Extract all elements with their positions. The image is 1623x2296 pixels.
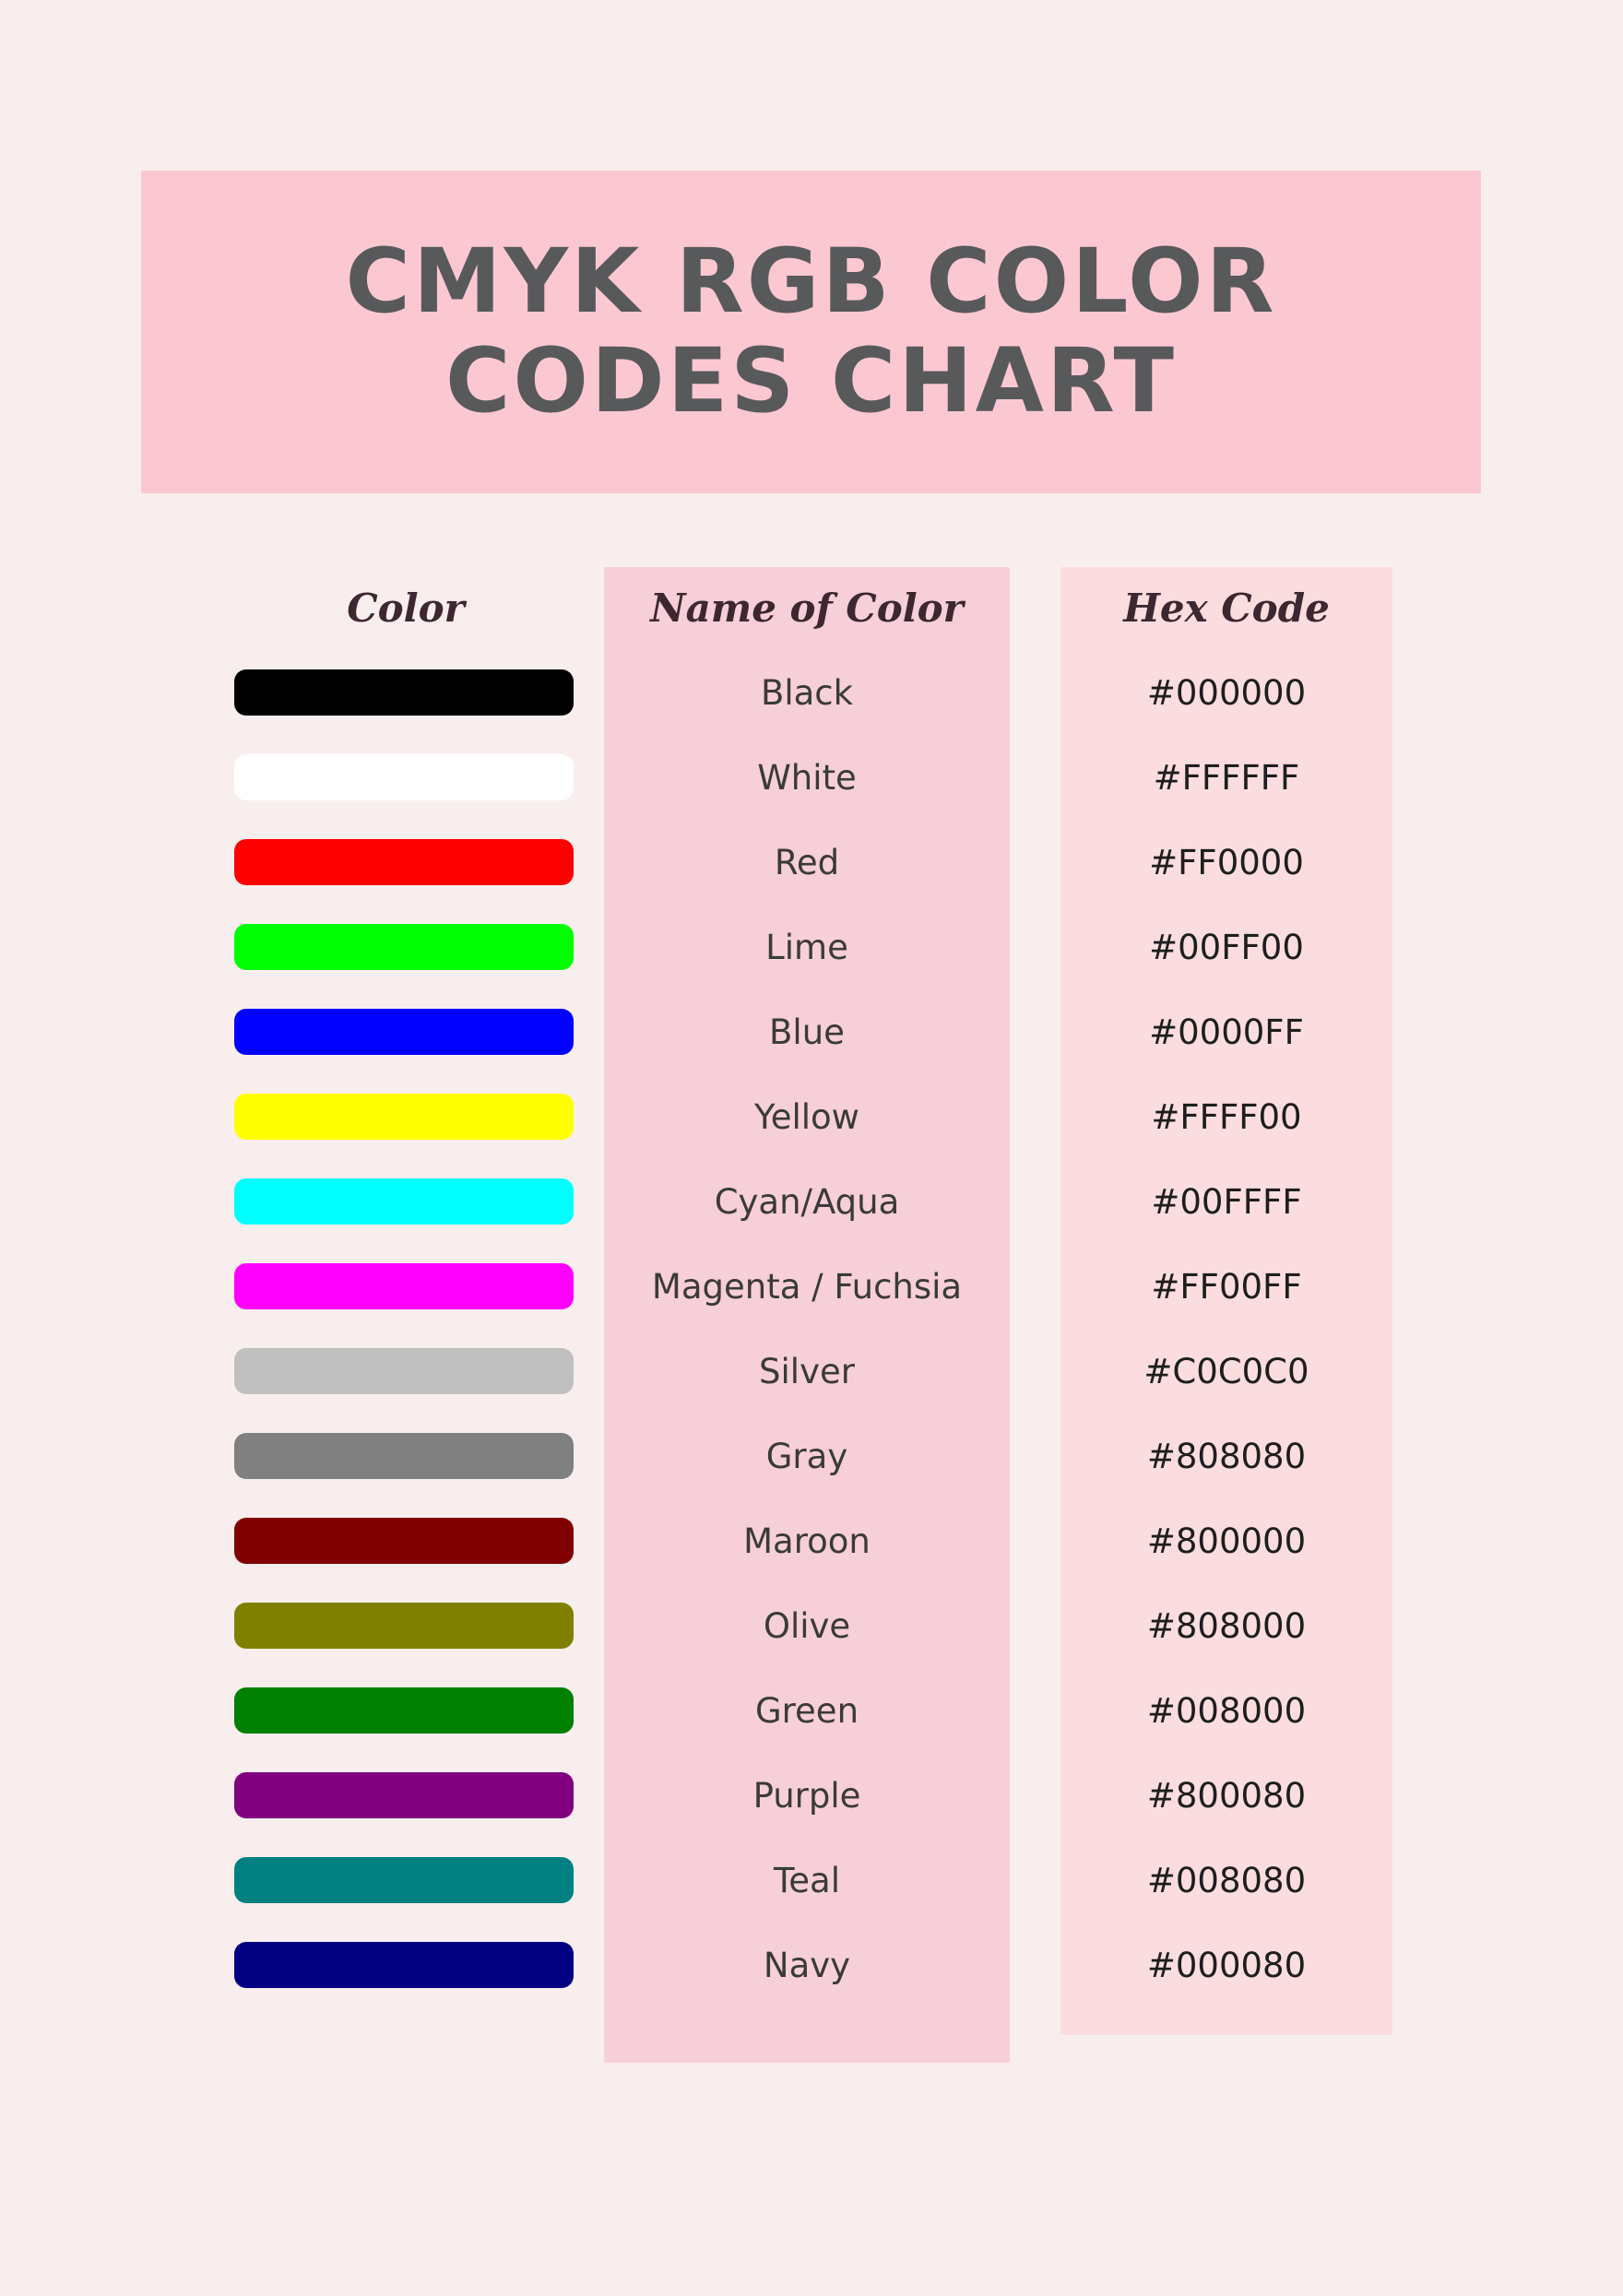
color-name-cell: Lime: [765, 927, 848, 967]
color-swatch-cell: [231, 650, 576, 735]
color-swatch-cell: [231, 1753, 576, 1838]
table-row: [0, 989, 1623, 1074]
table-row: [0, 1923, 1623, 2007]
color-swatch: [234, 1518, 574, 1564]
hex-code-cell: #800000: [1146, 1521, 1307, 1561]
color-swatch-cell: [231, 1583, 576, 1668]
color-name-cell: Green: [754, 1690, 859, 1731]
color-swatch: [234, 1687, 574, 1734]
table-header-row: [0, 567, 1623, 650]
hex-code-cell: #008080: [1146, 1860, 1307, 1900]
hex-code-cell: #C0C0C0: [1143, 1351, 1309, 1391]
table-row: [0, 1838, 1623, 1923]
color-swatch: [234, 1942, 574, 1988]
color-swatch-cell: [231, 1414, 576, 1498]
color-swatch-cell: [231, 1074, 576, 1159]
hex-code-cell: #00FFFF: [1151, 1181, 1302, 1222]
hex-code-cell: #FFFF00: [1151, 1096, 1302, 1137]
color-swatch-cell: [231, 989, 576, 1074]
column-header-hex: Hex Code: [1123, 586, 1330, 631]
color-swatch: [234, 1094, 574, 1140]
color-name-cell: White: [757, 757, 857, 798]
hex-code-cell: #FFFFFF: [1153, 757, 1300, 798]
table-row: [0, 735, 1623, 820]
table-body: [0, 650, 1623, 2007]
color-name-cell: Cyan/Aqua: [714, 1181, 900, 1222]
hex-code-cell: #00FF00: [1149, 927, 1304, 967]
color-swatch-cell: [231, 1159, 576, 1244]
table-row: [0, 1244, 1623, 1329]
color-name-cell: Gray: [765, 1436, 848, 1476]
color-name-cell: Yellow: [754, 1096, 859, 1137]
table-row: [0, 1753, 1623, 1838]
column-header-name: Name of Color: [650, 586, 964, 631]
table-row: [0, 1498, 1623, 1583]
color-swatch: [234, 669, 574, 716]
color-name-cell: Blue: [769, 1012, 845, 1052]
hex-code-cell: #0000FF: [1149, 1012, 1304, 1052]
color-swatch-cell: [231, 820, 576, 905]
hex-code-cell: #808000: [1146, 1605, 1307, 1646]
color-name-cell: Teal: [773, 1860, 841, 1900]
hex-code-cell: #808080: [1146, 1436, 1307, 1476]
table-row: [0, 820, 1623, 905]
column-header-color: Color: [347, 586, 465, 631]
table-row: [0, 1074, 1623, 1159]
color-swatch: [234, 1178, 574, 1225]
color-swatch-cell: [231, 905, 576, 989]
table-row: [0, 905, 1623, 989]
color-swatch-cell: [231, 735, 576, 820]
color-name-cell: Olive: [763, 1605, 851, 1646]
table-row: [0, 1329, 1623, 1414]
hex-code-cell: #800080: [1146, 1775, 1307, 1816]
title-banner: [141, 171, 1481, 493]
table-row: [0, 1668, 1623, 1753]
hex-code-cell: #008000: [1146, 1690, 1307, 1731]
color-name-cell: Red: [774, 842, 840, 882]
color-swatch-cell: [231, 1244, 576, 1329]
color-swatch: [234, 1772, 574, 1818]
color-swatch: [234, 839, 574, 885]
color-name-cell: Navy: [763, 1945, 851, 1985]
color-name-cell: Silver: [759, 1351, 855, 1391]
color-swatch: [234, 1348, 574, 1394]
table-row: [0, 650, 1623, 735]
table-row: [0, 1159, 1623, 1244]
hex-code-cell: #FF0000: [1149, 842, 1304, 882]
color-swatch: [234, 1603, 574, 1649]
color-swatch-cell: [231, 1498, 576, 1583]
color-name-cell: Maroon: [743, 1521, 871, 1561]
color-swatch-cell: [231, 1668, 576, 1753]
color-name-cell: Black: [760, 672, 854, 713]
color-table: [0, 567, 1623, 2007]
hex-code-cell: #FF00FF: [1151, 1266, 1302, 1307]
color-swatch: [234, 1009, 574, 1055]
table-row: [0, 1583, 1623, 1668]
color-swatch: [234, 754, 574, 800]
table-row: [0, 1414, 1623, 1498]
color-swatch: [234, 1857, 574, 1903]
color-swatch: [234, 1263, 574, 1309]
color-swatch: [234, 1433, 574, 1479]
color-name-cell: Magenta / Fuchsia: [651, 1266, 963, 1307]
hex-code-cell: #000080: [1146, 1945, 1307, 1985]
color-swatch-cell: [231, 1923, 576, 2007]
color-swatch: [234, 924, 574, 970]
color-swatch-cell: [231, 1329, 576, 1414]
color-name-cell: Purple: [752, 1775, 861, 1816]
page-title: CMYK RGB COLOR CODES CHART: [345, 230, 1277, 432]
color-swatch-cell: [231, 1838, 576, 1923]
hex-code-cell: #000000: [1146, 672, 1307, 713]
